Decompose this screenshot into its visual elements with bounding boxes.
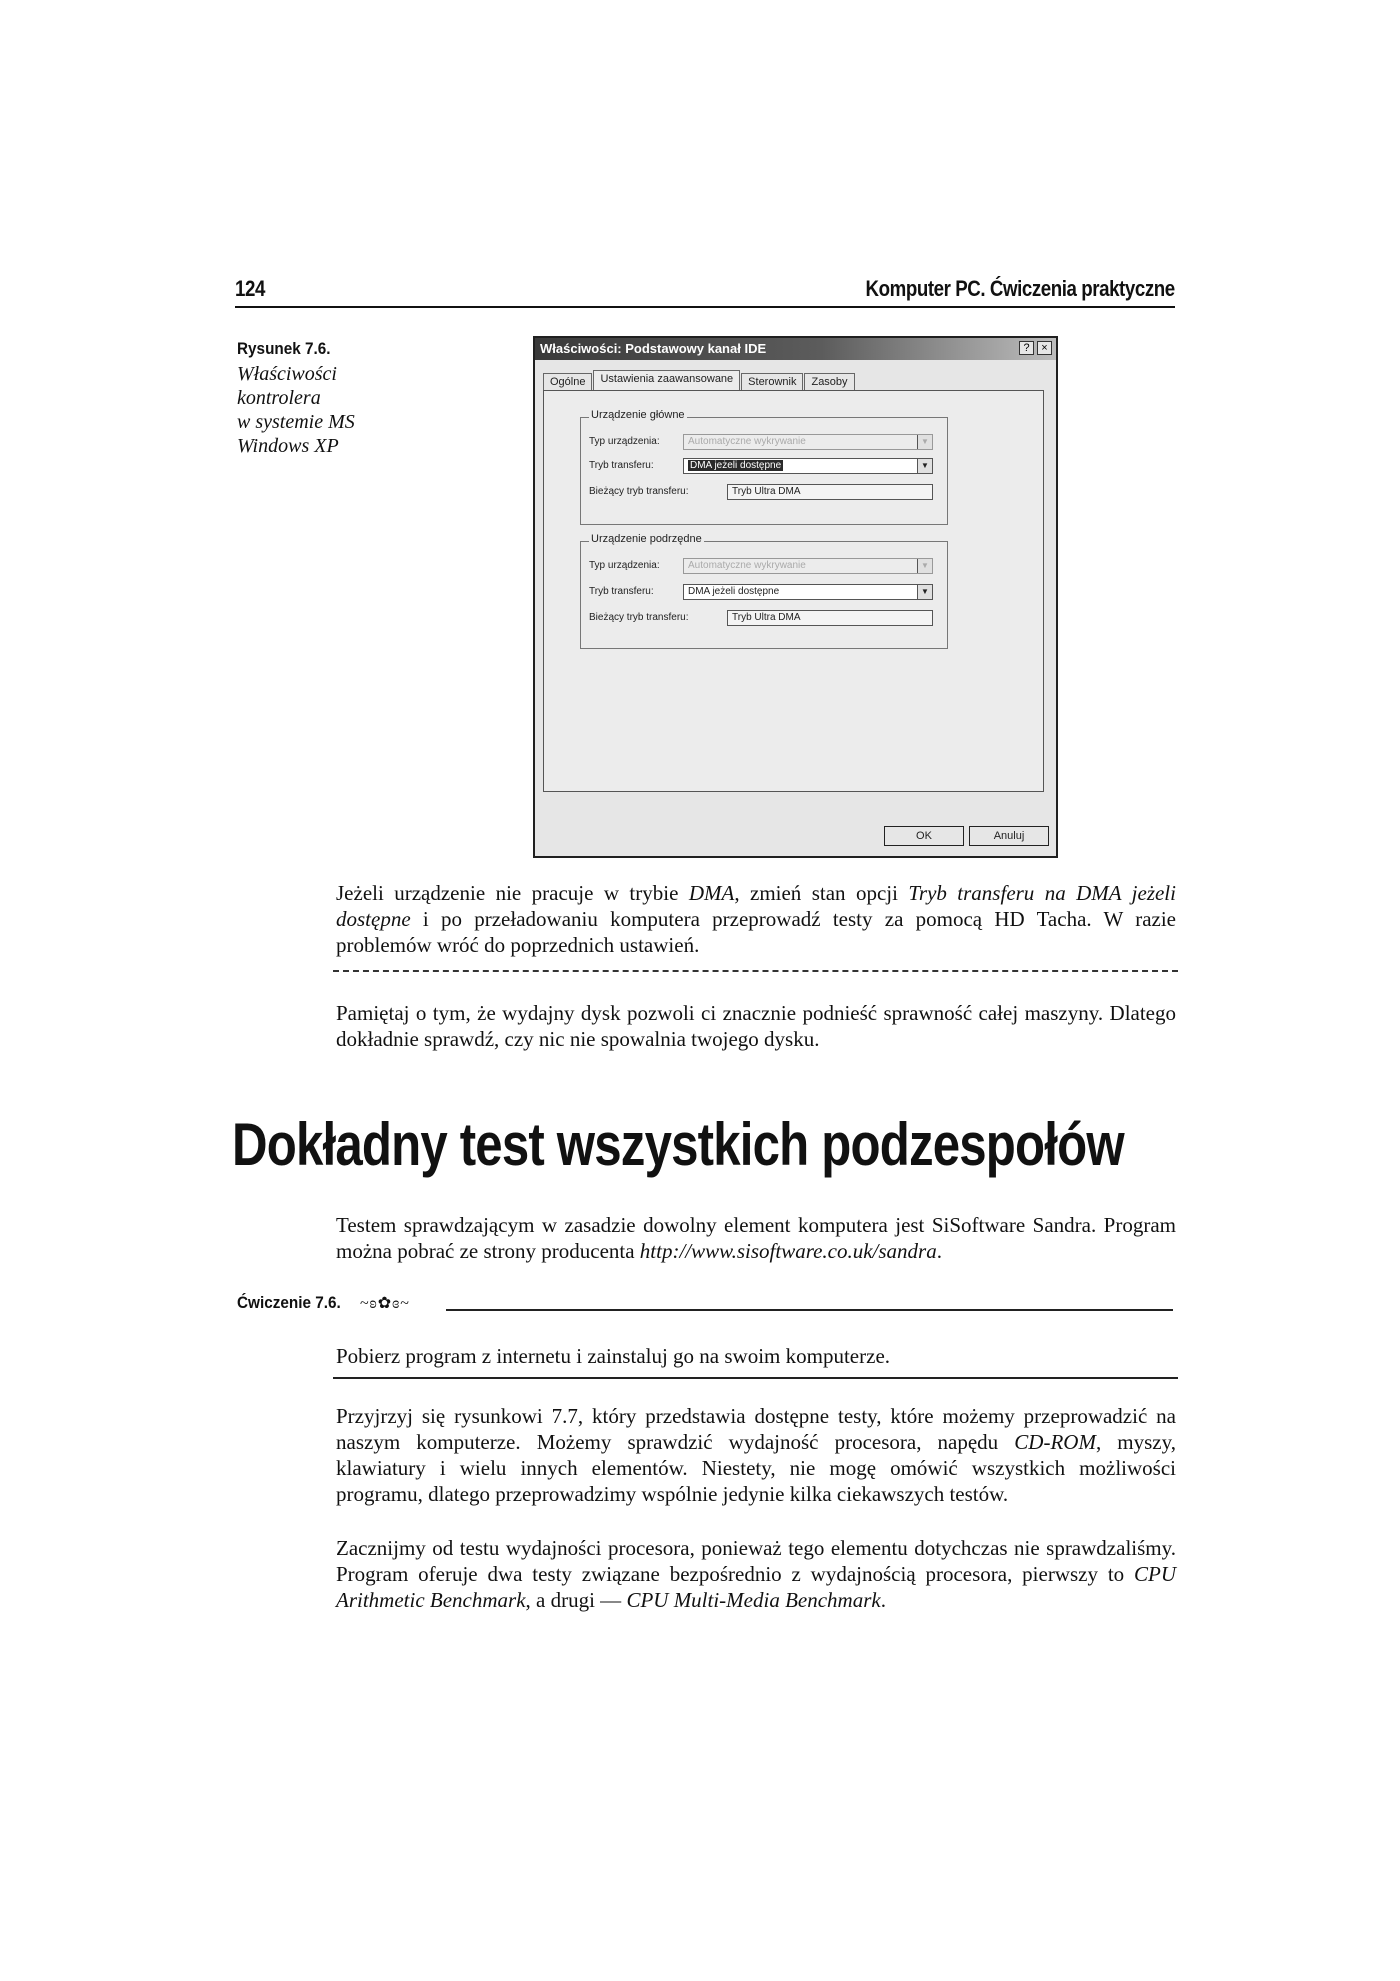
current-mode-label: Bieżący tryb transferu: <box>589 486 689 497</box>
current-mode-value: Tryb Ultra DMA <box>727 484 933 500</box>
paragraph-sandra-intro: Testem sprawdzającym w zasadzie dowolny element komputera jest SiSoftware Sandra. Program można pobrać ze strony producenta http://www.sisoftware.co.uk/sandra. <box>336 1213 1176 1263</box>
slave-device-group <box>580 533 948 649</box>
page-number: 124 <box>235 276 265 301</box>
ide-properties-dialog <box>533 336 1058 858</box>
cancel-button[interactable]: Anuluj <box>969 826 1049 846</box>
transfer-mode-select[interactable]: DMA jeżeli dostępne ▼ <box>683 584 933 600</box>
exercise-label: Ćwiczenie 7.6. <box>237 1293 341 1312</box>
figure-label: Rysunek 7.6. <box>237 339 331 358</box>
dialog-title: Właściwości: Podstawowy kanał IDE <box>540 341 767 356</box>
device-type-select[interactable]: Automatyczne wykrywanie ▼ <box>683 434 933 450</box>
caption-line: Właściwości <box>237 363 337 385</box>
tab-driver[interactable]: Sterownik <box>741 373 803 393</box>
tab-panel <box>543 390 1044 792</box>
divider <box>333 970 1178 972</box>
paragraph-cpu-tests: Zacznijmy od testu wydajności procesora, ponieważ tego elementu dotychczas nie sprawdzaliśmy. Program oferuje dwa testy związane bezpośrednio z wydajnością procesora, pierwszy to CPU Arithmetic Benchmark, a drugi — CPU Multi-Media Benchmark. <box>336 1536 1176 1612</box>
device-type-label: Typ urządzenia: <box>589 436 660 447</box>
master-device-group <box>580 409 948 525</box>
transfer-mode-label: Tryb transferu: <box>589 586 654 597</box>
caption-line: Windows XP <box>237 435 339 457</box>
help-button[interactable]: ? <box>1019 341 1034 355</box>
chevron-down-icon: ▼ <box>917 585 932 599</box>
caption-line: w systemie MS <box>237 411 355 433</box>
exercise-ornament-icon: ~ʚ✿ɞ~ <box>360 1295 410 1312</box>
close-button[interactable]: × <box>1037 341 1052 355</box>
dialog-tabs <box>543 370 856 392</box>
transfer-mode-select[interactable]: DMA jeżeli dostępne ▼ <box>683 458 933 474</box>
current-mode-value: Tryb Ultra DMA <box>727 610 933 626</box>
sandra-link[interactable]: http://www.sisoftware.co.uk/sandra <box>639 1239 937 1263</box>
ok-button[interactable]: OK <box>884 826 964 846</box>
tab-resources[interactable]: Zasoby <box>804 373 854 393</box>
tab-general[interactable]: Ogólne <box>543 373 592 393</box>
chevron-down-icon: ▼ <box>917 459 932 473</box>
group-title: Urządzenie podrzędne <box>591 533 702 545</box>
exercise-end-rule <box>333 1377 1178 1379</box>
current-mode-label: Bieżący tryb transferu: <box>589 612 689 623</box>
paragraph-dma-tip: Jeżeli urządzenie nie pracuje w trybie DMA, zmień stan opcji Tryb transferu na DMA jeżeli dostępne i po przeładowaniu komputera przeprowadź testy za pomocą HD Tacha. W razie problemów wróć do poprzednich ustawień. <box>336 881 1176 957</box>
figure-caption <box>237 362 397 458</box>
dialog-titlebar <box>535 338 1056 360</box>
paragraph-disk-note: Pamiętaj o tym, że wydajny dysk pozwoli ci znacznie podnieść sprawność całej maszyny. Dlatego dokładnie sprawdź, czy nic nie spowalnia twojego dysku. <box>336 1001 1176 1051</box>
caption-line: kontrolera <box>237 387 321 409</box>
chevron-down-icon: ▼ <box>917 559 932 573</box>
device-type-select[interactable]: Automatyczne wykrywanie ▼ <box>683 558 933 574</box>
tab-advanced-settings[interactable]: Ustawienia zaawansowane <box>593 370 740 394</box>
transfer-mode-label: Tryb transferu: <box>589 460 654 471</box>
chevron-down-icon: ▼ <box>917 435 932 449</box>
running-header <box>235 276 1175 308</box>
paragraph-tests-overview: Przyjrzyj się rysunkowi 7.7, który przedstawia dostępne testy, które możemy przeprowadzić na naszym komputerze. Możemy sprawdzić wydajność procesora, napędu CD-ROM, myszy, klawiatury i wielu innych elementów. Niestety, nie mogę omówić wszystkich możliwości programu, dlatego przeprowadzimy wspólnie jedynie kilka ciekawszych testów. <box>336 1404 1176 1506</box>
exercise-text: Pobierz program z internetu i zainstaluj go na swoim komputerze. <box>336 1344 891 1368</box>
section-heading: Dokładny test wszystkich podzespołów <box>232 1111 1124 1178</box>
book-title: Komputer PC. Ćwiczenia praktyczne <box>865 276 1175 301</box>
device-type-label: Typ urządzenia: <box>589 560 660 571</box>
group-title: Urządzenie główne <box>591 409 685 421</box>
exercise-rule <box>446 1309 1173 1311</box>
